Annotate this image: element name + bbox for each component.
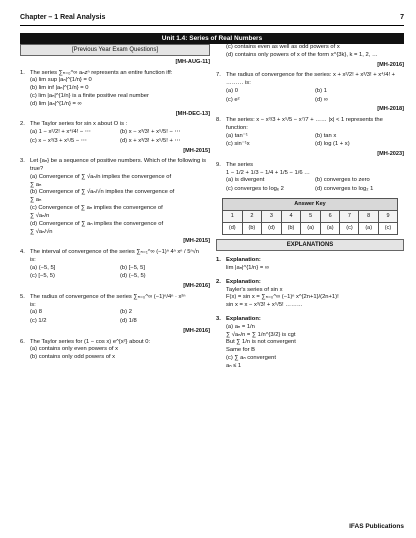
question-text: The Taylor series for (1 − cos x) e^{x²} about 0:	[30, 338, 151, 345]
explanation-label: Explanation:	[226, 278, 261, 285]
option-c: (c) sin⁻¹x	[226, 141, 250, 148]
option-b: (b) x − x³/3! + x⁵/5! − ⋯	[120, 129, 181, 136]
answer-number: 7	[340, 211, 359, 223]
answer-number: 4	[281, 211, 301, 223]
answer-number: 1	[223, 211, 243, 223]
option-a: (a) Convergence of ∑ √aₙ/n implies the convergence of	[30, 173, 172, 180]
option-d: (d) (−5, 5)	[120, 273, 146, 280]
question-number: 1.	[20, 69, 25, 76]
exam-reference: [MH-2015]	[183, 238, 210, 245]
explanation-line: (a) aₙ = 1/n	[226, 323, 255, 330]
exam-reference: [MH-2016]	[377, 61, 404, 68]
question-number: 4.	[20, 248, 25, 255]
option-c: (c) converges to logₑ 2	[226, 186, 284, 193]
question-3	[20, 158, 210, 174]
exam-reference: [MH-AUG-11]	[175, 59, 210, 66]
answer-number: 5	[301, 211, 321, 223]
question-number: 9.	[216, 161, 221, 168]
unit-title: Unit 1.4: Series of Real Numbers	[20, 33, 404, 44]
question-9	[216, 162, 404, 170]
exam-reference: [MH-2023]	[377, 151, 404, 158]
explanation-number: 3.	[216, 315, 221, 322]
answer-value: (a)	[320, 223, 340, 235]
option-d: (d) log (1 + x)	[315, 141, 350, 148]
option-a: (a) is divergent	[226, 177, 265, 184]
explanation-line: Same for B	[226, 347, 255, 354]
option-c: (c) e²	[226, 96, 240, 103]
option-b: (b) lim inf |aₙ|^{1/n} = 0	[30, 85, 89, 92]
answer-key-numbers	[223, 211, 398, 223]
question-is: is:	[30, 301, 36, 308]
answer-value: (d)	[223, 223, 243, 235]
option-b: (b) contains only odd powers of x	[30, 354, 116, 361]
option-d: (d) x + x³/3! + x⁵/5! + ⋯	[120, 137, 181, 144]
option-d: (d) 1/8	[120, 318, 137, 325]
question-number: 2.	[20, 121, 25, 128]
option-d: (d) contains only powers of x of the form x^{3k}, k = 1, 2, …	[226, 51, 378, 58]
exam-reference: [MH-2016]	[183, 283, 210, 290]
page-number: 7	[400, 14, 404, 21]
explanation-header	[216, 279, 404, 287]
option-b: (b) 1	[315, 87, 327, 94]
option-b: (b) tan x	[315, 132, 337, 139]
explanation-label: Explanation:	[226, 257, 261, 264]
options-grid	[216, 177, 404, 194]
question-number: 3.	[20, 158, 25, 165]
right-column	[216, 44, 404, 371]
explanation-line: (c) ∑ aₙ convergent	[226, 355, 276, 362]
question-text: Let {aₙ} be a sequence of positive numbers. Which of the following is true?	[30, 158, 206, 173]
options-grid	[20, 309, 210, 326]
options-grid	[216, 133, 404, 150]
answer-value: (c)	[340, 223, 359, 235]
exam-reference: [MH-2015]	[183, 147, 210, 154]
question-text: The radius of convergence for the series: x + x²/2! + x³/3! + x⁴/4! + ……… is:	[226, 72, 396, 86]
publisher-footer: IFAS Publications	[349, 523, 404, 530]
option-b-cont: ∑ aₙ	[30, 197, 42, 204]
question-2	[20, 121, 210, 129]
explanation-label: Explanation:	[226, 315, 261, 322]
option-b: (b) [−5, 5]	[120, 264, 145, 271]
chapter-title: Chapter – 1 Real Analysis	[20, 14, 106, 21]
question-text: The series ∑ₙ₌₀^∞ aₙzⁿ represents an entire function iff:	[30, 69, 173, 76]
left-column	[20, 44, 210, 362]
explanation-header	[216, 257, 404, 265]
option-d: (d) lim |aₙ|^{1/n} = ∞	[30, 100, 82, 107]
question-1	[20, 70, 210, 78]
question-number: 8.	[216, 116, 221, 123]
question-text: The series	[226, 161, 254, 168]
question-text: The interval of convergence of the series ∑ₙ₌₁^∞ (−1)ⁿ 4ⁿ xⁿ / 5ⁿ√n	[30, 248, 199, 255]
answer-key-title: Answer Key	[223, 199, 398, 211]
question-8	[216, 117, 404, 133]
option-c: (c) lim |aₙ|^{1/n} is a finite positive real number	[30, 93, 149, 100]
option-a: (a) contains only even powers of x	[30, 346, 118, 353]
options-grid	[20, 265, 210, 282]
option-c: (c) contains even as well as odd powers of x	[226, 44, 340, 50]
answer-value: (d)	[262, 223, 282, 235]
answer-value: (b)	[242, 223, 262, 235]
question-number: 6.	[20, 338, 25, 345]
option-a-cont: ∑ aₙ	[30, 181, 42, 188]
explanation-line: aₙ ≤ 1	[226, 362, 242, 369]
option-a: (a) (−5, 5]	[30, 264, 56, 271]
option-a: (a) 1 − x²/2! + x⁴/4! − ⋯	[30, 129, 91, 136]
answer-number: 2	[242, 211, 262, 223]
explanations-heading: EXPLANATIONS	[216, 239, 404, 251]
question-text: The series: x − x³/3 + x⁵/5 − x⁷/7 + …… |x| < 1 represents the function:	[226, 116, 383, 131]
question-5	[20, 294, 210, 302]
answer-number: 6	[320, 211, 340, 223]
option-d-cont: ∑ √aₙ/√n	[30, 228, 53, 235]
option-a: (a) 0	[226, 87, 238, 94]
option-a: (a) tan⁻¹	[226, 132, 248, 139]
option-c: (c) Convergence of ∑ aₙ implies the convergence of	[30, 205, 163, 212]
explanation-header	[216, 316, 404, 324]
answer-value: (b)	[281, 223, 301, 235]
option-c: (c) x − x³/3 + x⁵/5 − ⋯	[30, 137, 87, 144]
explanation-line: lim |aₙ|^{1/n} = ∞	[226, 264, 269, 271]
option-a: (a) 8	[30, 309, 42, 316]
question-text: The radius of convergence of the series ∑ₙ₌₀^∞ (−1)ⁿ/4ⁿ · x²ⁿ	[30, 293, 186, 300]
question-text: The Taylor series for sin x about O is :	[30, 121, 128, 128]
options-grid	[20, 129, 210, 146]
answer-key-answers	[223, 223, 398, 235]
explanation-line: F(x) = sin x = ∑ₙ₌₀^∞ (−1)ⁿ x^{2n+1}/(2n+1)!	[226, 294, 339, 301]
option-c: (c) [−5, 5)	[30, 273, 55, 280]
question-4	[20, 249, 210, 257]
explanation-line: sin x = x − x³/3! + x⁵/5! ………	[226, 302, 303, 309]
option-b: (b) converges to zero	[315, 177, 370, 184]
question-7	[216, 72, 404, 88]
series-expression: 1 − 1/2 + 1/3 − 1/4 + 1/5 − 1/6 …	[226, 169, 310, 176]
header-rule	[20, 25, 404, 26]
exam-reference: [MH-DEC-13]	[175, 110, 210, 117]
explanation-1	[216, 257, 404, 273]
option-b: (b) 2	[120, 309, 132, 316]
question-6	[20, 339, 210, 347]
option-d: (d) Convergence of ∑ aₙ implies the convergence of	[30, 220, 164, 227]
section-heading: [Previous Year Exam Questions]	[20, 44, 210, 56]
explanation-2	[216, 279, 404, 310]
answer-value: (c)	[379, 223, 398, 235]
answer-number: 9	[379, 211, 398, 223]
explanation-3	[216, 316, 404, 371]
option-b: (b) Convergence of ∑ √aₙ/√n implies the convergence of	[30, 189, 175, 196]
explanation-line: But ∑ 1/n is not convergent	[226, 339, 296, 346]
option-c: (c) 1/2	[30, 318, 47, 325]
explanation-line: Tayler's series of sin x	[226, 286, 283, 293]
option-d: (d) converges to log₂ 1	[315, 186, 374, 193]
options-grid	[216, 88, 404, 105]
explanation-number: 2.	[216, 278, 221, 285]
option-d: (d) ∞	[315, 96, 328, 103]
answer-key-table	[222, 198, 398, 235]
question-is: is:	[30, 256, 36, 263]
exam-reference: [MH-2016]	[183, 327, 210, 334]
explanation-number: 1.	[216, 257, 221, 264]
exam-reference: [MH-2018]	[377, 106, 404, 113]
option-c-cont: ∑ √aₙ/n	[30, 212, 50, 219]
answer-number: 8	[359, 211, 379, 223]
question-number: 7.	[216, 72, 221, 79]
answer-value: (a)	[359, 223, 379, 235]
answer-number: 3	[262, 211, 282, 223]
question-number: 5.	[20, 293, 25, 300]
option-a: (a) lim sup |aₙ|^{1/n} = 0	[30, 77, 92, 84]
answer-value: (a)	[301, 223, 321, 235]
explanation-line: ∑ √aₙ/n = ∑ 1/n^{3/2} is cgt	[226, 331, 296, 338]
